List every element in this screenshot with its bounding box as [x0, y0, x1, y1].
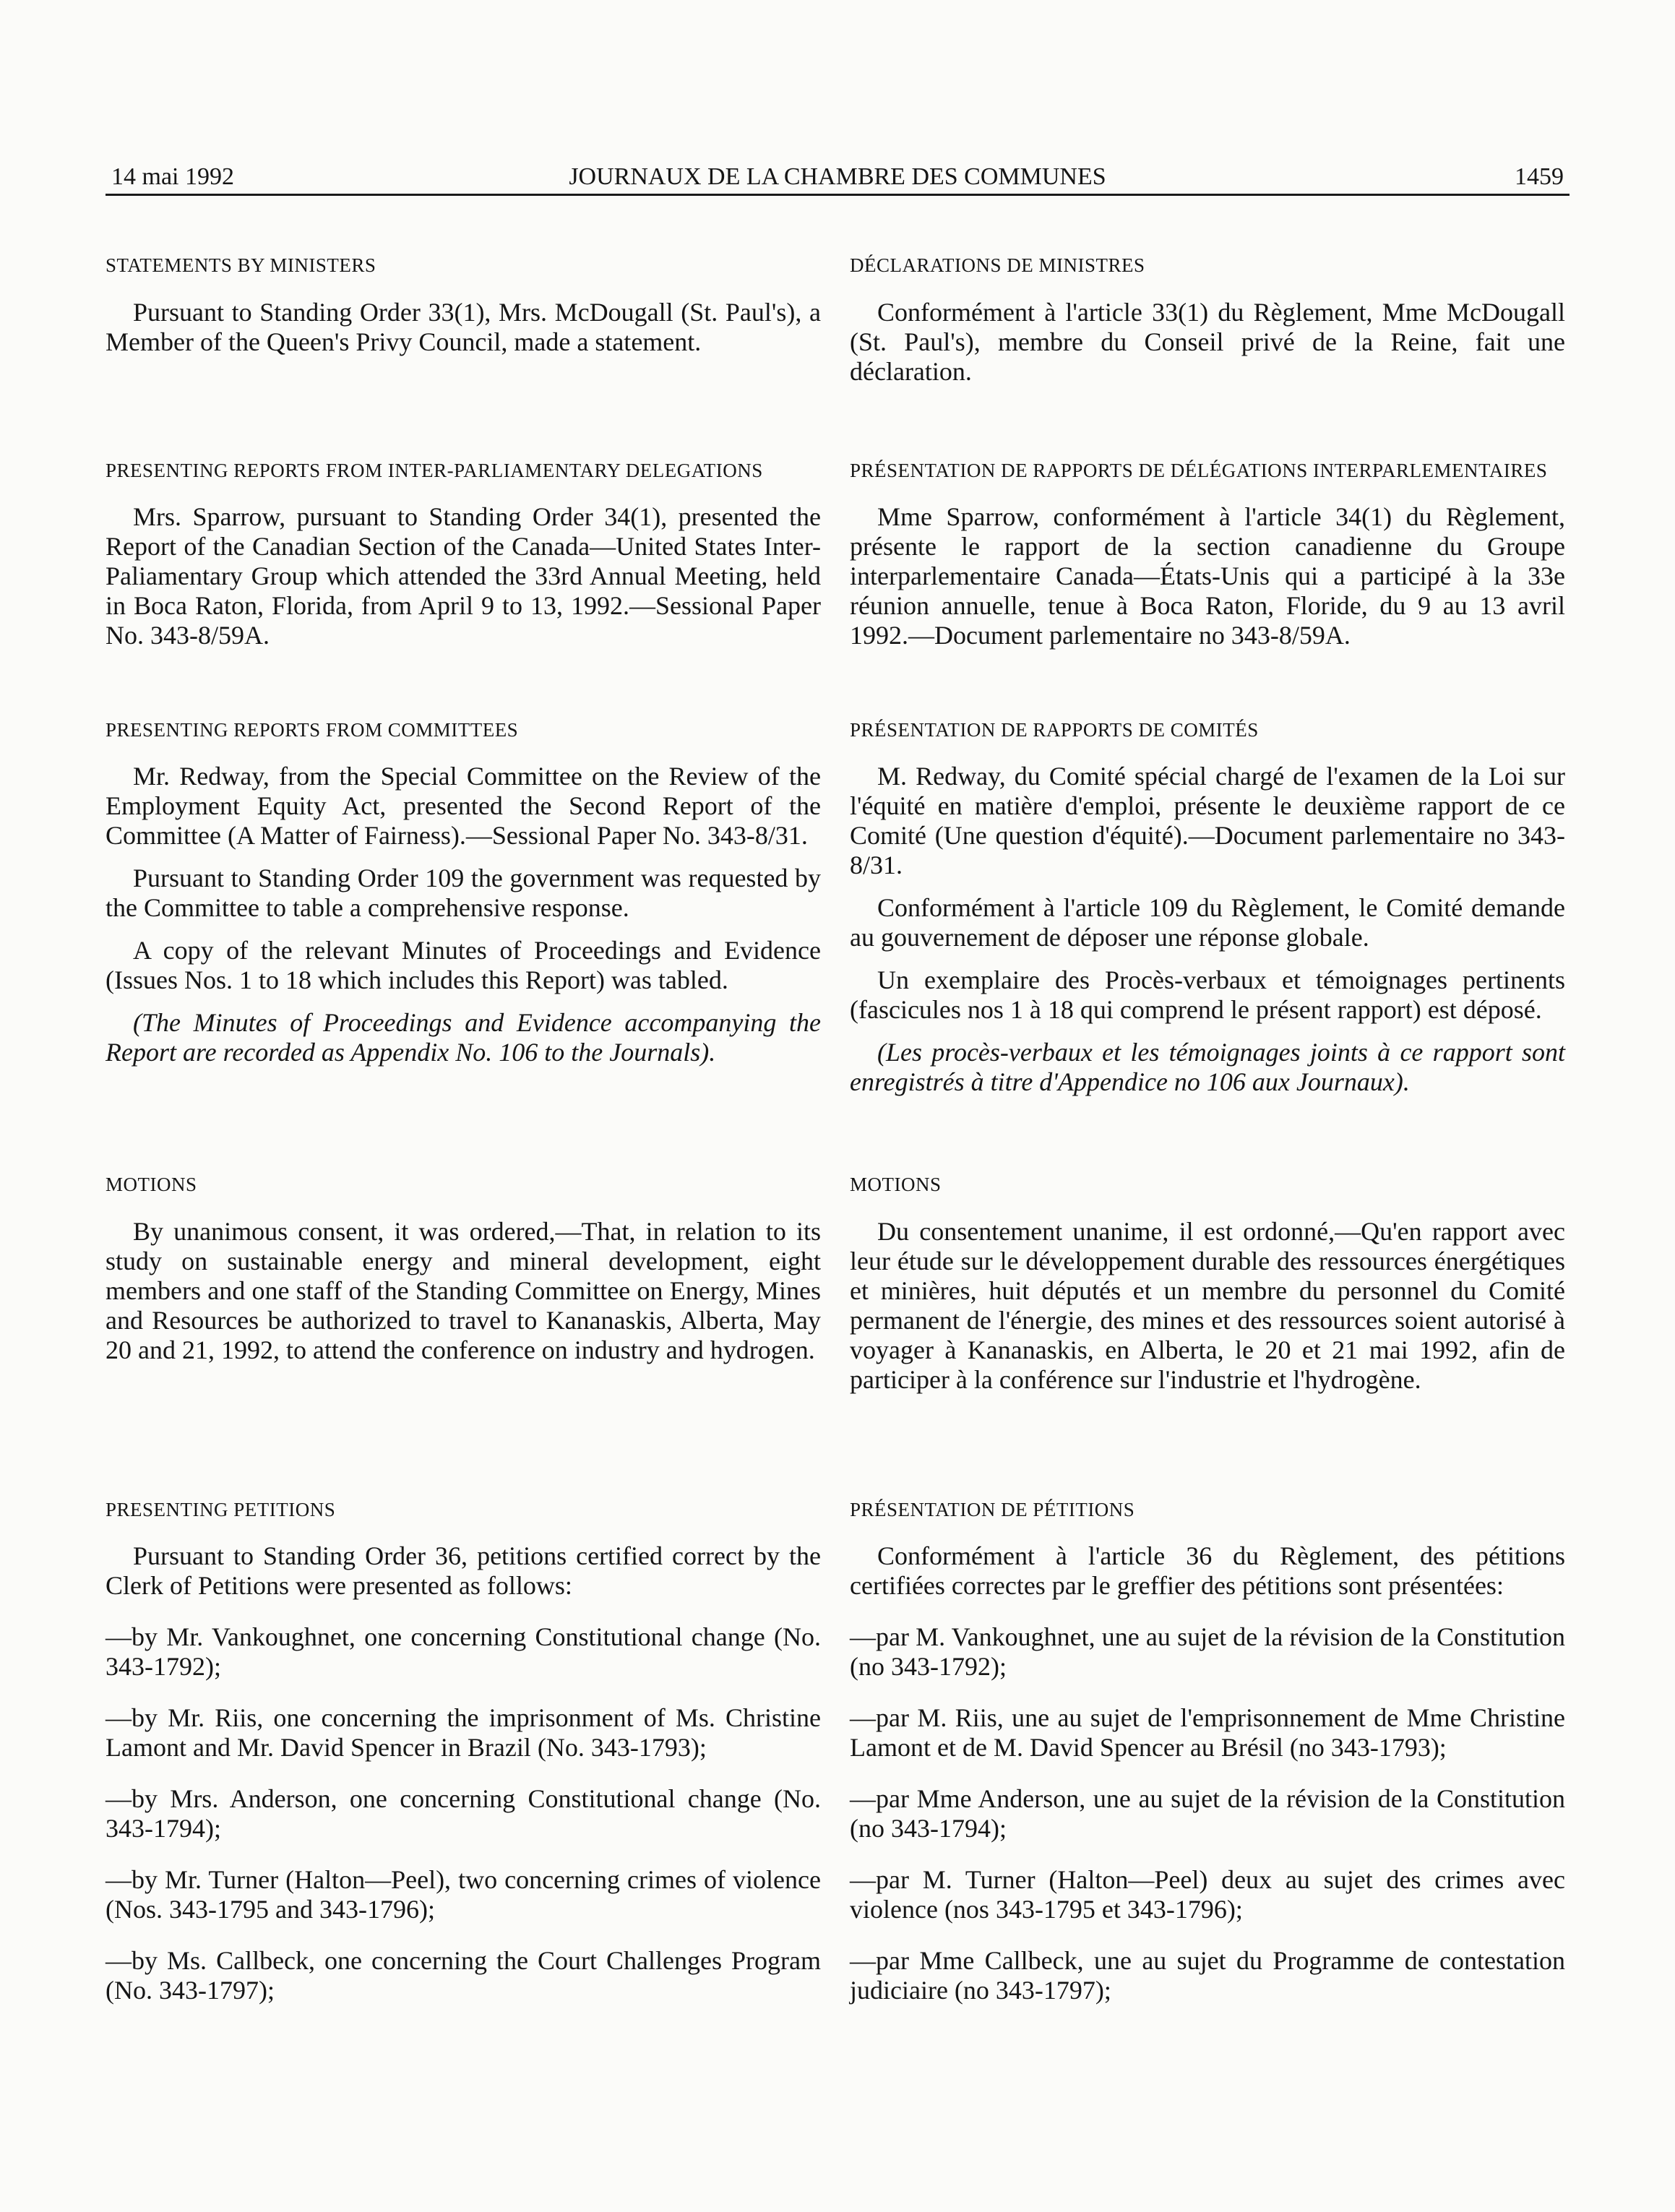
paragraph: (The Minutes of Proceedings and Evidence accompanying the Report are recorded as Appendix No. 106 to the Journals).: [106, 1008, 821, 1067]
section-committees-en: [106, 762, 821, 1080]
section-committees-fr: [850, 762, 1565, 1110]
page-header: [106, 158, 1569, 196]
heading-motions-fr: MOTIONS: [850, 1174, 942, 1195]
paragraph: Pursuant to Standing Order 109 the government was requested by the Committee to table a comprehensive response.: [106, 864, 821, 922]
paragraph: (Les procès-verbaux et les témoignages joints à ce rapport sont enregistrés à titre d'Appendice no 106 aux Journaux).: [850, 1038, 1565, 1096]
heading-motions: MOTIONS: [106, 1174, 197, 1195]
heading-presenting-reports-committees: PRESENTING REPORTS FROM COMMITTEES: [106, 719, 519, 741]
paragraph: Mr. Redway, from the Special Committee on the Review of the Employment Equity Act, presented the Second Report of the Committee (A Matter of Fairness).—Sessional Paper No. 343-8/31.: [106, 762, 821, 850]
heading-statements-by-ministers: STATEMENTS BY MINISTERS: [106, 254, 376, 276]
section-petitions-fr: [850, 1541, 1565, 2027]
petition-item: —par Mme Anderson, une au sujet de la révision de la Constitution (no 343-1794);: [850, 1784, 1565, 1843]
paragraph: By unanimous consent, it was ordered,—That, in relation to its study on sustainable energy and mineral development, eight members and one staff of the Standing Committee on Energy, Mines and Resources be authorized to travel to Kananaskis, Alberta, May 20 and 21, 1992, to attend the conference on industry and hydrogen.: [106, 1217, 821, 1364]
petition-item: —par Mme Callbeck, une au sujet du Programme de contestation judiciaire (no 343-1797);: [850, 1946, 1565, 2005]
petition-item: —par M. Turner (Halton—Peel) deux au sujet des crimes avec violence (nos 343-1795 et 343-1796);: [850, 1865, 1565, 1924]
paragraph: M. Redway, du Comité spécial chargé de l'examen de la Loi sur l'équité en matière d'emploi, présente le deuxième rapport de ce Comité (Une question d'équité).—Document parlementaire no 343-8/31.: [850, 762, 1565, 879]
paragraph: Mme Sparrow, conformément à l'article 34(1) du Règlement, présente le rapport de la section canadienne du Groupe interparlementaire Canada—États-Unis qui a participé à la 33e réunion annuelle, tenue à Boca Raton, Floride, du 9 au 13 avril 1992.—Document parlementaire no 343-8/59A.: [850, 502, 1565, 650]
heading-presentation-petitions: PRÉSENTATION DE PÉTITIONS: [850, 1499, 1135, 1520]
paragraph: Conformément à l'article 36 du Règlement, des pétitions certifiées correctes par le greffier des pétitions sont présentées:: [850, 1541, 1565, 1600]
petition-item: —by Mr. Turner (Halton—Peel), two concerning crimes of violence (Nos. 343-1795 and 343-1796);: [106, 1865, 821, 1924]
paragraph: Pursuant to Standing Order 36, petitions certified correct by the Clerk of Petitions were presented as follows:: [106, 1541, 821, 1600]
heading-presentation-rapports-delegations: PRÉSENTATION DE RAPPORTS DE DÉLÉGATIONS INTERPARLEMENTAIRES: [850, 460, 1548, 481]
paragraph: Conformément à l'article 33(1) du Règlement, Mme McDougall (St. Paul's), membre du Conseil privé de la Reine, fait une déclaration.: [850, 298, 1565, 386]
paragraph: Un exemplaire des Procès-verbaux et témoignages pertinents (fascicules nos 1 à 18 qui comprend le présent rapport) est déposé.: [850, 965, 1565, 1024]
heading-presentation-rapports-comites: PRÉSENTATION DE RAPPORTS DE COMITÉS: [850, 719, 1259, 741]
paragraph: Conformément à l'article 109 du Règlement, le Comité demande au gouvernement de déposer une réponse globale.: [850, 893, 1565, 952]
page-number: 1459: [1515, 163, 1564, 190]
paragraph: A copy of the relevant Minutes of Proceedings and Evidence (Issues Nos. 1 to 18 which includes this Report) was tabled.: [106, 936, 821, 994]
section-statements-fr: [850, 298, 1565, 400]
petition-item: —by Mr. Riis, one concerning the imprisonment of Ms. Christine Lamont and Mr. David Spencer in Brazil (No. 343-1793);: [106, 1703, 821, 1762]
petition-item: —by Ms. Callbeck, one concerning the Court Challenges Program (No. 343-1797);: [106, 1946, 821, 2005]
petition-item: —by Mrs. Anderson, one concerning Constitutional change (No. 343-1794);: [106, 1784, 821, 1843]
petition-item: —par M. Vankoughnet, une au sujet de la révision de la Constitution (no 343-1792);: [850, 1622, 1565, 1681]
section-motions-en: [106, 1217, 821, 1378]
paragraph: Pursuant to Standing Order 33(1), Mrs. McDougall (St. Paul's), a Member of the Queen's Privy Council, made a statement.: [106, 298, 821, 356]
paragraph: Mrs. Sparrow, pursuant to Standing Order 34(1), presented the Report of the Canadian Section of the Canada—United States Inter-Paliamentary Group which attended the 33rd Annual Meeting, held in Boca Raton, Florida, from April 9 to 13, 1992.—Sessional Paper No. 343-8/59A.: [106, 502, 821, 650]
section-motions-fr: [850, 1217, 1565, 1408]
heading-declarations-de-ministres: DÉCLARATIONS DE MINISTRES: [850, 254, 1145, 276]
heading-presenting-petitions: PRESENTING PETITIONS: [106, 1499, 336, 1520]
section-delegations-en: [106, 502, 821, 663]
heading-presenting-reports-delegations: PRESENTING REPORTS FROM INTER-PARLIAMENTARY DELEGATIONS: [106, 460, 763, 481]
section-petitions-en: [106, 1541, 821, 2027]
paragraph: Du consentement unanime, il est ordonné,—Qu'en rapport avec leur étude sur le développement durable des ressources énergétiques et minières, huit députés et un membre du personnel du Comité permanent de l'énergie, des mines et des ressources soient autorisé à voyager à Kananaskis, en Alberta, le 20 et 21 mai 1992, afin de participer à la conférence sur l'industrie et l'hydrogène.: [850, 1217, 1565, 1394]
header-title: JOURNAUX DE LA CHAMBRE DES COMMUNES: [569, 163, 1106, 190]
header-date: 14 mai 1992: [111, 163, 234, 190]
section-delegations-fr: [850, 502, 1565, 663]
section-statements-en: [106, 298, 821, 370]
petition-item: —par M. Riis, une au sujet de l'emprisonnement de Mme Christine Lamont et de M. David Spencer au Brésil (no 343-1793);: [850, 1703, 1565, 1762]
petition-item: —by Mr. Vankoughnet, one concerning Constitutional change (No. 343-1792);: [106, 1622, 821, 1681]
